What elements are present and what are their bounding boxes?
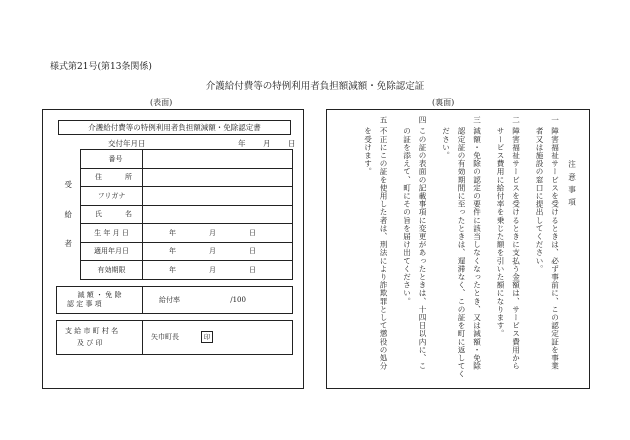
expiry-label: 有効期限: [81, 261, 143, 280]
document-title: 介護給付費等の特例利用者負担額減額・免除認定証: [205, 81, 425, 92]
furigana-label: フリガナ: [81, 187, 143, 206]
issue-date-year: 年: [238, 139, 246, 148]
benefit-rate-field[interactable]: [143, 286, 293, 313]
application-date-day: 日: [249, 247, 256, 256]
notes-title: 注意事項: [567, 160, 577, 211]
name-label: [81, 205, 143, 224]
issue-date-month: 月: [263, 139, 271, 148]
name-label-char: 名: [125, 210, 132, 219]
issuer-label-line2: 及 び 印: [77, 339, 103, 347]
address-label-char: 住: [95, 173, 102, 182]
issue-date-day: 日: [288, 139, 296, 148]
form-number: 様式第21号(第13条関係): [50, 62, 152, 72]
note-column: 二 障害福祉サービスを受けるときに支払う金額は、サービス費用から: [511, 116, 521, 371]
birthdate-label: 生 年 月 日: [81, 224, 143, 243]
recipient-table: [56, 149, 293, 355]
issuer-label-line1: 支 給 市 町 村 名: [65, 327, 119, 335]
recipient-heading-char: 給: [64, 209, 72, 219]
address-label: [81, 168, 143, 187]
birthdate-field[interactable]: [143, 224, 293, 243]
name-field[interactable]: [143, 205, 293, 224]
application-date-field[interactable]: [143, 242, 293, 261]
note-column: を受けます。: [363, 127, 373, 176]
application-date-month: 月: [209, 247, 216, 256]
note-column: の証を添えて、町にその旨を届け出てください。: [402, 127, 412, 306]
name-label-char: 氏: [95, 210, 102, 219]
certificate-title: 介護給付費等の特例利用者負担額減額・免除認定書: [58, 120, 291, 135]
note-column: 者又は施設の窓口に提出してください。: [535, 127, 544, 273]
note-column: 五 不正にこの証を使用した者は、刑法により詐欺罪として懲役の処分: [379, 116, 388, 371]
mayor-title: 矢巾町長: [151, 333, 179, 341]
note-column: ださい。: [441, 127, 451, 160]
recipient-heading-char: 者: [64, 239, 72, 248]
front-side-label: (表面): [150, 98, 173, 107]
application-date-year: 年: [169, 247, 176, 256]
expiry-month: 月: [209, 265, 216, 274]
number-label: 番号: [81, 150, 143, 169]
expiry-day: 日: [249, 265, 256, 274]
exemption-label-line2: 認 定 事 項: [67, 299, 102, 308]
expiry-year: 年: [169, 265, 176, 274]
birthdate-year: 年: [169, 228, 176, 237]
exemption-label: [57, 286, 143, 313]
furigana-field[interactable]: [143, 187, 293, 206]
address-label-char: 所: [125, 173, 132, 182]
issuer-label: [57, 320, 143, 354]
benefit-rate-label: 給付率: [159, 295, 180, 304]
number-field[interactable]: [143, 150, 293, 169]
address-field[interactable]: [143, 168, 293, 187]
birthdate-month: 月: [209, 228, 216, 237]
back-side-label: (裏面): [432, 98, 455, 107]
exemption-label-line1: 減 額 ・ 免 除: [77, 290, 122, 299]
recipient-heading-char: 受: [64, 180, 72, 189]
issue-date-row: [108, 138, 298, 149]
note-column: サービス費用に給付率を乗じた額を引いた額になります。: [496, 127, 505, 338]
application-date-label: 適用年月日: [81, 242, 143, 261]
note-column: 四 この証の表面の記載事項に変更があったときは、十四日以内に、こ: [418, 116, 427, 371]
birthdate-day: 日: [249, 228, 256, 237]
note-column: 三 減額・免除の認定の要件に該当しなくなったとき、又は減額・免除: [472, 116, 482, 371]
issue-date-label: 交付年月日: [108, 139, 146, 148]
issuer-field: [143, 320, 293, 354]
note-column: 一 障害福祉サービスを受けるときは、必ず事前に、この認定証を事業: [550, 116, 560, 371]
recipient-heading: [57, 150, 81, 280]
benefit-rate-suffix: /100: [230, 295, 246, 304]
expiry-field[interactable]: [143, 261, 293, 280]
note-column: 認定証の有効期間に至ったときは、遅滞なく、この証を町に返してく: [457, 127, 466, 379]
official-seal: 印: [201, 331, 213, 343]
